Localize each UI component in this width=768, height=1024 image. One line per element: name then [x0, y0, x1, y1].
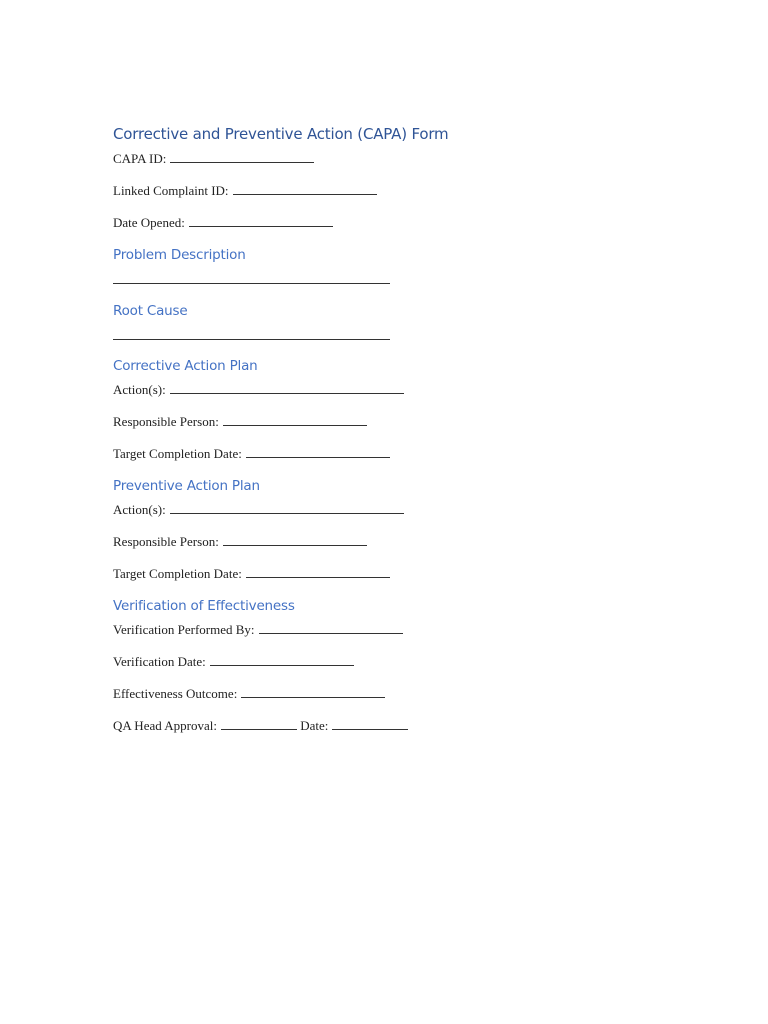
- date-opened-blank[interactable]: [189, 214, 333, 227]
- preventive-actions-field: [113, 501, 404, 518]
- qa-approval-label: QA Head Approval:: [113, 718, 217, 733]
- corrective-responsible-label: Responsible Person:: [113, 414, 219, 429]
- verification-date-field: [113, 653, 354, 670]
- effectiveness-outcome-label: Effectiveness Outcome:: [113, 686, 238, 701]
- preventive-responsible-blank[interactable]: [223, 533, 367, 546]
- complaint-id-blank[interactable]: [233, 182, 377, 195]
- capa-id-label: CAPA ID:: [113, 151, 167, 166]
- preventive-target-date-label: Target Completion Date:: [113, 566, 242, 581]
- preventive-action-heading: Preventive Action Plan: [113, 478, 260, 494]
- capa-form-page: [113, 0, 713, 1024]
- root-cause-blank[interactable]: [113, 339, 390, 340]
- corrective-action-heading: Corrective Action Plan: [113, 358, 258, 374]
- verification-heading: Verification of Effectiveness: [113, 598, 295, 614]
- preventive-responsible-label: Responsible Person:: [113, 534, 219, 549]
- complaint-id-field: [113, 182, 377, 199]
- qa-date-blank[interactable]: [332, 717, 408, 730]
- qa-approval-field: [113, 717, 408, 734]
- verification-date-label: Verification Date:: [113, 654, 206, 669]
- corrective-target-date-field: [113, 445, 390, 462]
- capa-id-field: [113, 150, 314, 167]
- verification-date-blank[interactable]: [210, 653, 354, 666]
- root-cause-heading: Root Cause: [113, 303, 188, 319]
- verification-performed-by-label: Verification Performed By:: [113, 622, 255, 637]
- complaint-id-label: Linked Complaint ID:: [113, 183, 229, 198]
- problem-description-blank[interactable]: [113, 283, 390, 284]
- corrective-responsible-blank[interactable]: [223, 413, 367, 426]
- corrective-actions-blank[interactable]: [170, 381, 404, 394]
- form-title: Corrective and Preventive Action (CAPA) Form: [113, 125, 449, 143]
- verification-performed-by-blank[interactable]: [259, 621, 403, 634]
- preventive-actions-label: Action(s):: [113, 502, 166, 517]
- qa-approval-blank[interactable]: [221, 717, 297, 730]
- problem-description-heading: Problem Description: [113, 247, 246, 263]
- corrective-target-date-label: Target Completion Date:: [113, 446, 242, 461]
- verification-performed-by-field: [113, 621, 403, 638]
- date-opened-field: [113, 214, 333, 231]
- capa-id-blank[interactable]: [170, 150, 314, 163]
- preventive-target-date-field: [113, 565, 390, 582]
- corrective-responsible-field: [113, 413, 367, 430]
- preventive-actions-blank[interactable]: [170, 501, 404, 514]
- corrective-actions-label: Action(s):: [113, 382, 166, 397]
- qa-date-label: Date:: [300, 718, 329, 733]
- effectiveness-outcome-field: [113, 685, 385, 702]
- preventive-responsible-field: [113, 533, 367, 550]
- corrective-actions-field: [113, 381, 404, 398]
- corrective-target-date-blank[interactable]: [246, 445, 390, 458]
- effectiveness-outcome-blank[interactable]: [241, 685, 385, 698]
- preventive-target-date-blank[interactable]: [246, 565, 390, 578]
- date-opened-label: Date Opened:: [113, 215, 185, 230]
